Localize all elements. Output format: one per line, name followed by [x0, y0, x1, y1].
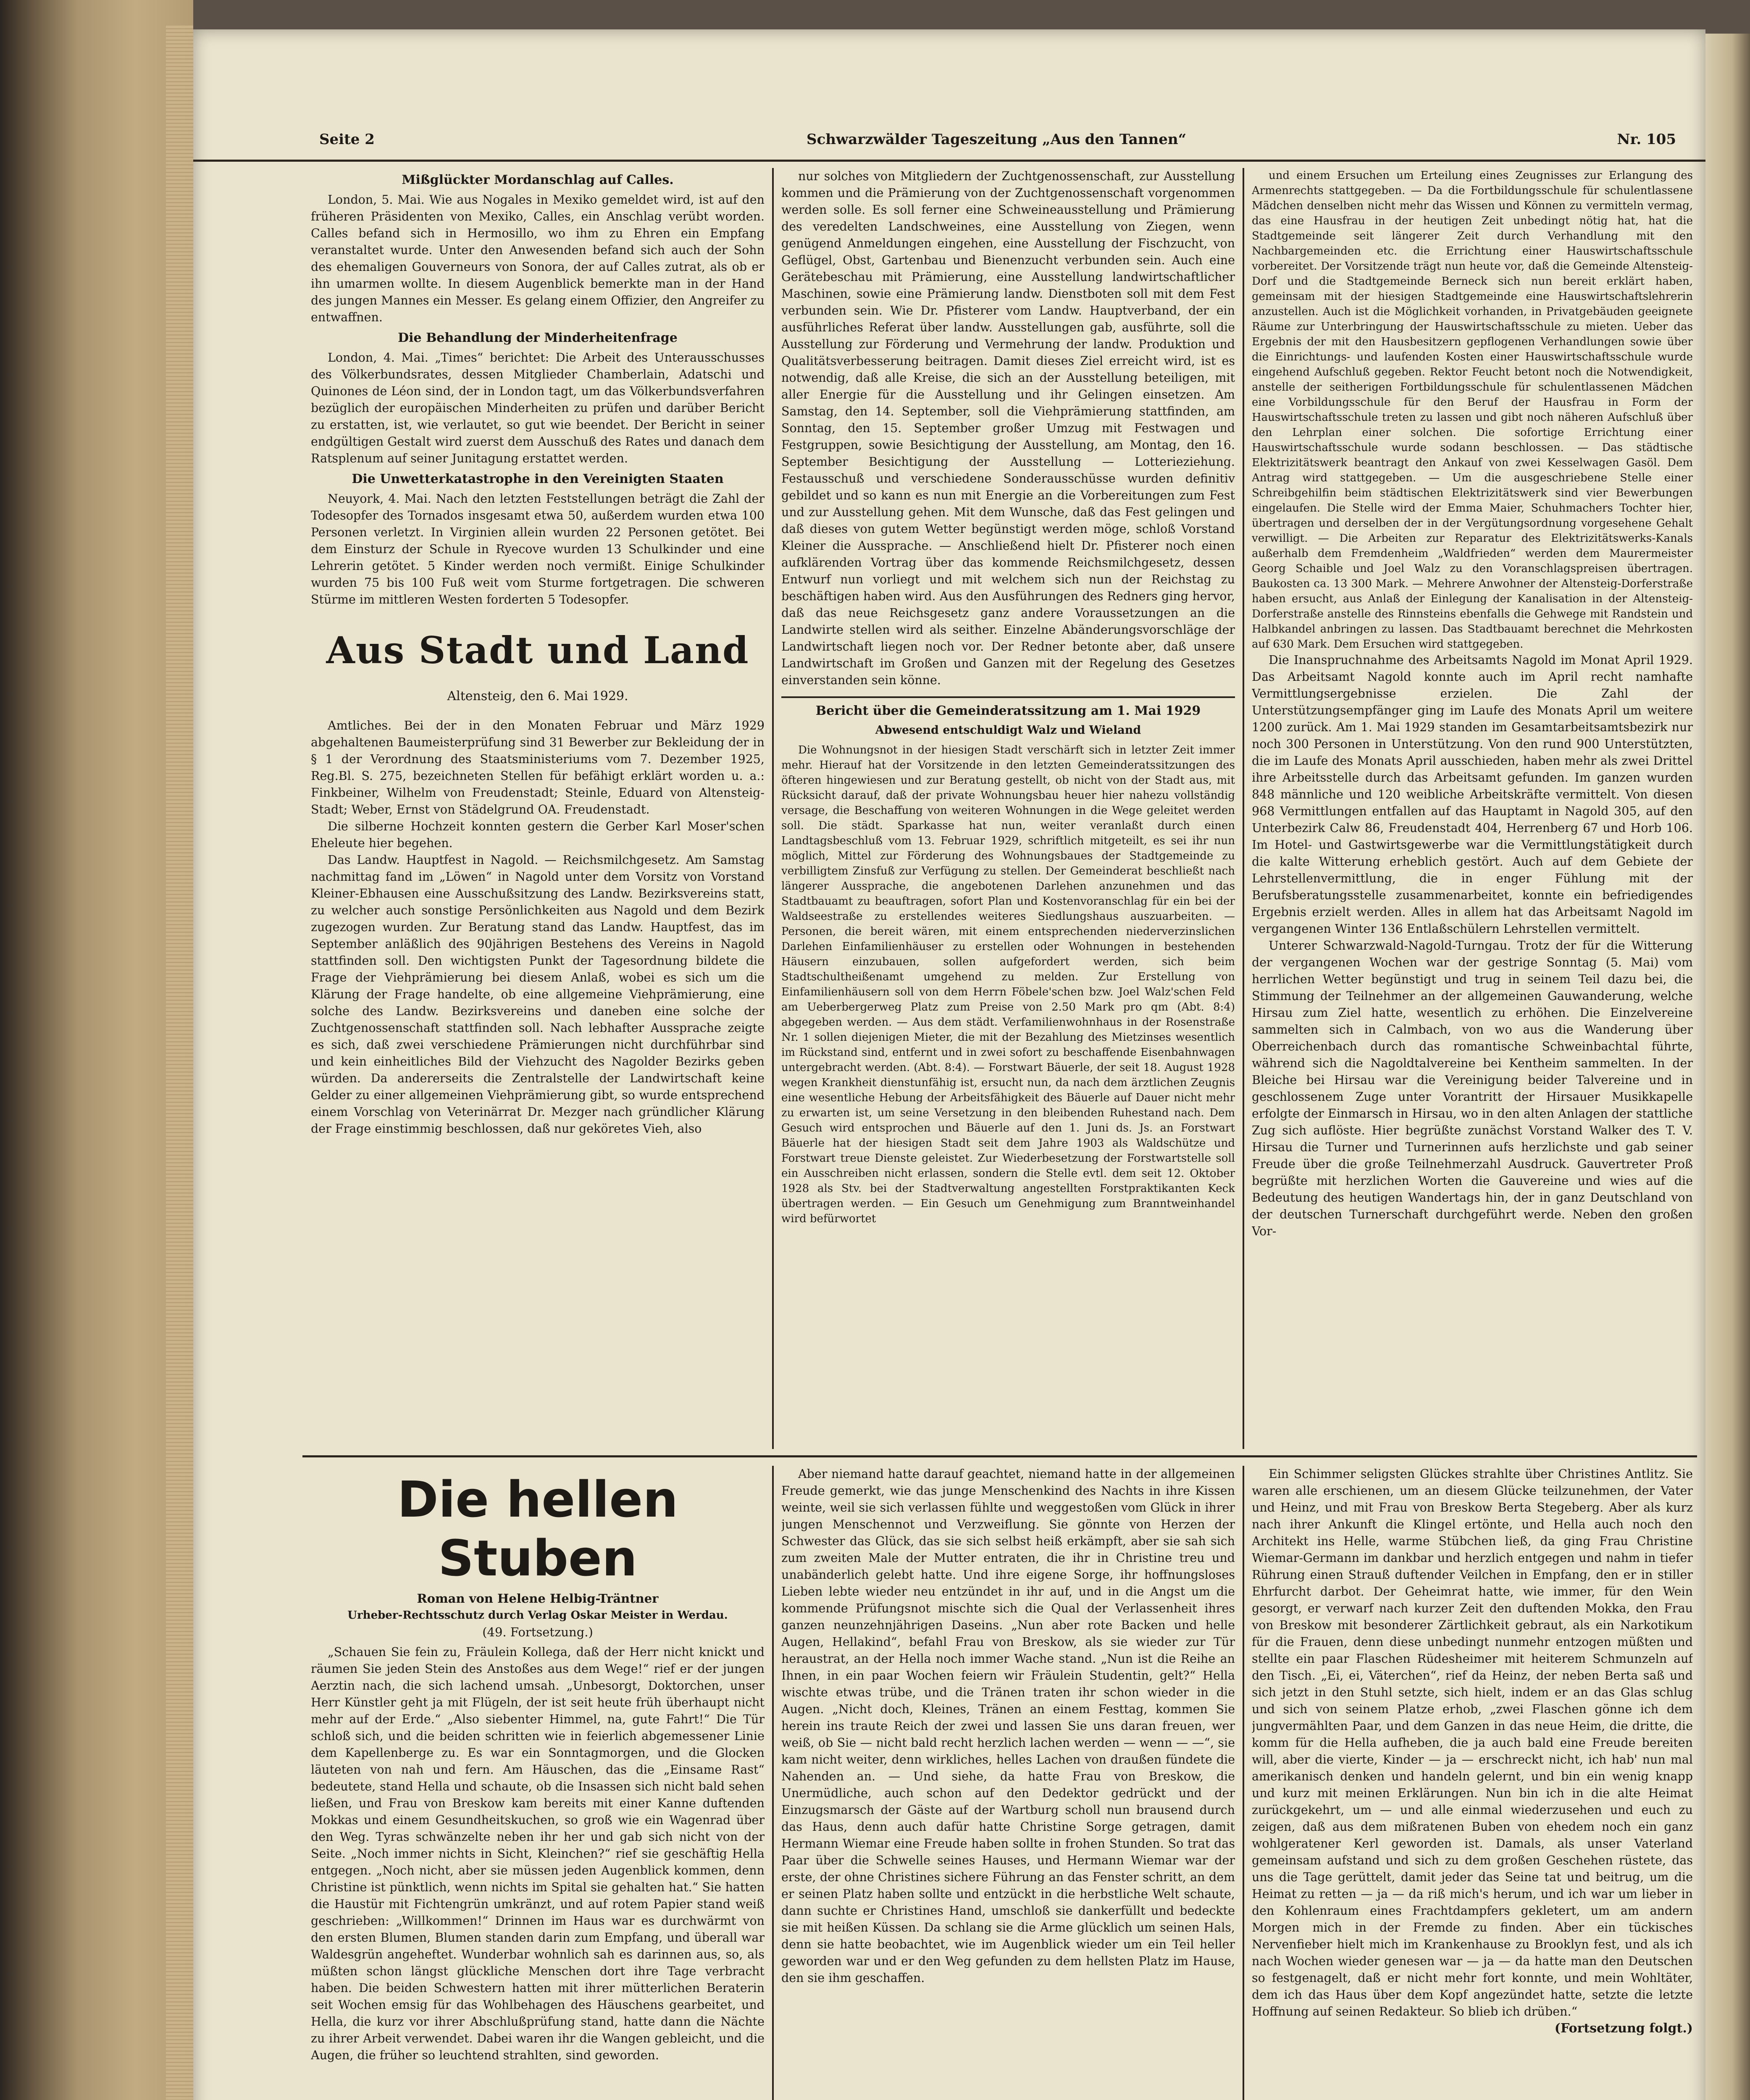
headline-storm: Die Unwetterkatastrophe in den Vereinigten Staaten [352, 472, 724, 486]
article-storm: Neuyork, 4. Mai. Nach den letzten Feststellungen beträgt die Zahl der Todesopfer des Tornados insgesamt etwa 50, außerdem wurden etwa 100 Personen verletzt. In Virginien allein wurden 22 Personen getötet. Bei dem Einsturz der Schule in Ryecove wurden 13 Schulkinder und eine Lehrerin getötet. 5 Kinder werden noch vermißt. Einige Schulkinder wurden 75 bis 100 Fuß weit vom Sturme fortgetragen. Die schweren Stürme im mittleren Westen forderten 5 Todesopfer. [311, 492, 765, 606]
novel-column-2 [781, 1466, 1235, 2100]
right-page-edge [1705, 34, 1750, 2100]
novel-title: Die hellen Stuben [397, 1470, 678, 1587]
column-rule [772, 168, 774, 1449]
column-rule [772, 1466, 774, 2100]
column-1 [311, 168, 765, 1449]
column-3 [1252, 168, 1693, 1449]
headline-council: Bericht über die Gemeinderatssitzung am 1. Mai 1929 [815, 704, 1201, 718]
column-rule [1243, 168, 1244, 1449]
article-employment: Die Inanspruchnahme des Arbeitsamts Nagold im Monat April 1929. Das Arbeitsamt Nagold konnte auch im April recht namhafte Vermittlungsergebnisse erzielen. Die Zahl der Unterstützungsempfänger ging im Laufe des Monats April um weitere 1200 zurück. Am 1. Mai 1929 standen im Gesamtarbeitsamtsbezirk nur noch 300 Personen in Unterstützung. Von den rund 900 Unterstützten, die im Laufe des Monats April ausschieden, haben mehr als zwei Drittel ihre Arbeitsstelle durch das Arbeitsamt gefunden. Im ganzen wurden 848 männliche und 120 weibliche Arbeitskräfte vermittelt. Von diesen 968 Vermittlungen entfallen auf das Hauptamt in Nagold 305, auf den Unterbezirk Calw 86, Freudenstadt 404, Herrenberg 67 und Horb 106. Im Hotel- und Gastwirtsgewerbe war die Vermittlungstätigkeit durch die kalte Witterung erheblich gestört. Auch auf dem Gebiete der Lehrstellenvermittlung, die in enger Fühlung mit der Berufsberatungsstelle zusammenarbeitet, konnte ein befriedigendes Ergebnis erzielt werden. Alles in allem hat das Arbeitsamt Nagold im vergangenen Winter 136 Entlaßschülern Lehrstellen vermittelt. [1252, 653, 1693, 936]
column-rule [1243, 1466, 1244, 2100]
novel-part: (49. Fortsetzung.) [482, 1625, 593, 1639]
page-number: Seite 2 [319, 131, 375, 148]
headline-minority: Die Behandlung der Minderheitenfrage [398, 331, 678, 345]
article-council: Die Wohnungsnot in der hiesigen Stadt verschärft sich in letzter Zeit immer mehr. Hierauf hat der Vorsitzende in den letzten Gemeinderatssitzungen des öfteren hingewiesen und zur Beratung gestellt, ob nicht von der Stadt aus, mit Rücksicht darauf, daß der private Wohnungsbau heuer hier nahezu vollständig versage, die Beschaffung von weiteren Wohnungen in die Wege geleitet werden soll. Die städt. Sparkasse hat nun, weiter veranlaßt durch einen Landtagsbeschluß vom 13. Februar 1929, schriftlich mitgeteilt, es sei ihr nun möglich, Mittel zur Förderung des Wohnungsbaues der Stadtgemeinde zu verbilligtem Zinsfuß zur Verfügung zu stellen. Der Gemeinderat beschließt nach längerer Aussprache, die angebotenen Darlehen anzunehmen und das Stadtbauamt zu beauftragen, sofort Plan und Kostenvoranschlag für ein bei der Waldseestraße zu erstellendes weiteres Siedlungshaus auszuarbeiten. — Personen, die bereit wären, mit einem entsprechenden niederverzinslichen Darlehen Einfamilienhäuser zu erstellen oder Wohnungen in bestehenden Häusern einzubauen, sollen aufgefordert werden, sich beim Stadtschultheißenamt umgehend zu melden. Zur Erstellung von Einfamilienhäusern soll von dem Herrn Föbele'schen bzw. Joel Walz'schen Feld am Ueberbergerweg Platz zum Preise von 2.50 Mark pro qm (Abt. 8:4) abgegeben werden. — Aus dem städt. Verfamilienwohnhaus in der Rosenstraße Nr. 1 sollen diejenigen Mieter, die mit der Bezahlung des Mietzinses wesentlich im Rückstand sind, entfernt und in zwei sofort zu beschaffende Eisenbahnwagen untergebracht werden. (Abt. 8:4). — Forstwart Bäuerle, der seit 18. August 1928 wegen Krankheit dienstunfähig ist, ersucht nun, da nach dem ärztlichen Zeugnis eine wesentliche Hebung der Arbeitsfähigkeit des Bäuerle auf Dauer nicht mehr zu erwarten ist, um seine Versetzung in den bleibenden Ruhestand nach. Dem Gesuch wird entsprochen und Bäuerle auf den 1. Juni ds. Js. an Forstwart Bäuerle hat der hiesigen Stadt seit dem Jahre 1903 als Waldschütze und Forstwart treue Dienste geleistet. Zur Wiederbesetzung der Forstwartstelle soll ein Ausschreiben nicht erlassen, sondern die Stelle evtl. dem seit 12. Oktober 1928 als Stv. bei der Stadtverwaltung angestellten Forstpraktikanten Keck übertragen werden. — Ein Gesuch um Genehmigung zum Branntweinhandel wird befürwortet [781, 744, 1235, 1225]
novel-column-3 [1252, 1466, 1693, 2100]
continuation-note: (Fortsetzung folgt.) [1554, 2021, 1693, 2036]
running-header [193, 126, 1705, 162]
book-spine [0, 0, 193, 2100]
section-rule [781, 696, 1235, 698]
novel-text-3: Ein Schimmer seligsten Glückes strahlte über Christines Antlitz. Sie waren alle erschienen, um an diesem Glücke teilzunehmen, der Vater und Heinz, und mit Frau von Breskow Berta Stegeberg. Aber als kurz nach ihrer Ankunft die Klingel ertönte, und Hella auch noch den Architekt ins Helle, warme Stübchen ließ, da ging Frau Christine Wiemar-Germann im dankbar und herzlich entgegen und nahm in tiefer Rührung einen Strauß duftender Veilchen in Empfang, den er in stiller Ehrfurcht darbot. Der Geheimrat hatte, wie immer, für den Wein gesorgt, er verwarf nach kurzer Zeit den duftenden Mokka, den Frau von Breskow mit besonderer Zärtlichkeit gebraut, als ein Narkotikum für die Frauen, denn diese unbedingt nunmehr entzogen müßten und stellte ein paar Flaschen Rüdesheimer mit heiterem Schmunzeln auf den Tisch. „Ei, ei, Väterchen“, rief da Heinz, der neben Berta saß und sich jetzt in den Stuhl setzte, sich hielt, indem er an das Glas schlug und sich von seinem Platze erhob, „zwei Flaschen gönne ich dem jungvermählten Paar, und dem Ganzen in das neue Heim, die dritte, die komm für die Hella aufheben, die ja auch bald eine Freude bereiten will, aber die vierte, Kinder — ja — erschreckt nicht, ich hab' nun mal amerikanisch denken und handeln gelernt, und bin ein wenig knapp und kurz mit meinen Erklärungen. Nun bin ich in die alte Heimat zurückgekehrt, um — und alle einmal wiederzusehen und euch zu zeigen, daß aus dem mißratenen Buben von ehedem noch ein ganz wohlgeratener Kerl geworden ist. Damals, als unser Vaterland gemeinsam aufstand und sich zu dem großen Geschehen rüstete, das uns die Tage gerüttelt, damit jeder das Seine tat und beitrug, um die Heimat zu retten — ja — da riß mich's herum, und ich war um lieber in den Kohlenraum eines Frachtdampfers gekletert, um am andern Morgen mich in der Fremde zu finden. Aber ein tückisches Nervenfieber hielt mich im Krankenhause zu Brooklyn fest, und als ich nach Wochen wieder genesen war — ja — da hatte man den Deutschen so festgenagelt, daß er nicht mehr fort konnte, und mein Wohltäter, dem ich das Haus über dem Kopf angezündet hatte, setzte die letzte Hoffnung auf seinen Redakteur. So blieb ich drüben.“ [1252, 1467, 1693, 2019]
article-minority: London, 4. Mai. „Times“ berichtet: Die Arbeit des Unterausschusses des Völkerbundsrates, dessen Mitglieder Chamberlain, Adatschi und Quinones de Léon sind, der in London tagt, um das Völkerbundsverfahren bezüglich der europäischen Minderheiten zu prüfen und darüber Bericht zu erstatten, ist, wie verlautet, so gut wie beendet. Der Bericht in seiner endgültigen Gestalt wird zuerst dem Ausschuß des Rates und danach dem Ratsplenum auf seiner Junitagung erstattet werden. [311, 351, 765, 465]
article-council-cont: und einem Ersuchen um Erteilung eines Zeugnisses zur Erlangung des Armenrechts stattgegeben. — Da die Fortbildungsschule für schulentlassene Mädchen denselben nicht mehr das Wissen und Können zu vermitteln vermag, das eine Hausfrau in der heutigen Zeit unbedingt nötig hat, hat die Stadtgemeinde seit längerer Zeit durch Verhandlung mit den Nachbargemeinden etc. die Errichtung einer Hauswirtschaftsschule vorbereitet. Der Vorsitzende trägt nun heute vor, daß die Gemeinde Altensteig-Dorf und die Stadtgemeinde Berneck sich nun bereit erklärt haben, gemeinsam mit der hiesigen Stadtgemeinde eine Hauswirtschaftslehrerin anzustellen. Auch ist die Möglichkeit vorhanden, in Privatgebäuden geeignete Räume zur Unterbringung der Hauswirtschaftsschule zu mieten. Ueber das Ergebnis der mit den Hausbesitzern gepflogenen Verhandlungen sowie über die Einrichtungs- und laufenden Kosten einer Hauswirtschaftsschule wurde eingehend Aufschluß gegeben. Rektor Feucht betont noch die Notwendigkeit, anstelle der seitherigen Fortbildungsschule für schulentlassenen Mädchen eine Vorbildungsschule für den Beruf der Hausfrau in Form der Hauswirtschaftsschule treten zu lassen und gibt noch näheren Aufschluß über den Lehrplan einer solchen. Die sofortige Errichtung einer Hauswirtschaftsschule wurde sodann beschlossen. — Das städtische Elektrizitätswerk beantragt den Ankauf von zwei Kesselwagen Gasöl. Dem Antrag wird stattgegeben. — Um die ausgeschriebene Stelle einer Schreibgehilfin beim städtischen Elektrizitätswerk sind vier Bewerbungen eingelaufen. Die Stelle wird der Emma Maier, Schuhmachers Tochter hier, übertragen und derselben der in der Vergütungsordnung vorgesehene Gehalt verwilligt. — Die Arbeiten zur Reparatur des Elektrizitätswerks-Kanals außerhalb dem Fremdenheim „Waldfrieden“ werden dem Maurermeister Georg Schaible und Joel Walz zu den Voranschlagspreisen übertragen. Baukosten ca. 13 300 Mark. — Mehrere Anwohner der Altensteig-Dorferstraße haben ersucht, aus Anlaß der Einlegung der Kanalisation in der Altensteig-Dorferstraße anstelle des Rinnsteins ebenfalls die Gehwege mit Randstein und Halbkandel anbringen zu lassen. Das Stadtbauamt berechnet die Mehrkosten auf 630 Mark. Dem Ersuchen wird stattgegeben. [1252, 169, 1693, 651]
column-2 [781, 168, 1235, 1449]
novel-divider [302, 1455, 1697, 1457]
article-official: Amtliches. Bei der in den Monaten Februar und März 1929 abgehaltenen Baumeisterprüfung sind 31 Bewerber zur Bekleidung der in § 1 der Verordnung des Staatsministeriums vom 7. Dezember 1925, Reg.Bl. S. 275, bezeichneten Stellen für befähigt erklärt worden u. a.: Finkbeiner, Wilhelm von Freudenstadt; Steinle, Eduard von Altensteig-Stadt; Weber, Ernst von Städelgrund OA. Freudenstadt. [311, 719, 765, 816]
section-title: Aus Stadt und Land [326, 628, 749, 672]
novel-text-2: Aber niemand hatte darauf geachtet, niemand hatte in der allgemeinen Freude gemerkt, wie das junge Menschenkind des Nachts in ihre Kissen weinte, weil sie sich verlassen fühlte und weggestoßen vom Glück in ihrer jungen Menschennot und Verzweiflung. Sie gönnte von Herzen der Schwester das Glück, das sie sich selbst heiß erkämpft, aber sie sah sich zum zweiten Male der Mutter entraten, die ihr in Christine treu und unabänderlich gelebt hatte. Und ihre eigene Sorge, ihr hoffnungsloses Lieben lebte wieder neu entzündet in ihr auf, und in die Angst um die kommende Prüfungsnot mischte sich die Qual der Verlassenheit ihres ganzen neunzehnjährigen Daseins. „Nun aber rote Backen und helle Augen, Hellakind“, befahl Frau von Breskow, als sie wieder zur Tür heraustrat, an der Hella noch immer Wache stand. „Nun ist die Reihe an Ihnen, in ein paar Wochen feiern wir Fräulein Studentin, gelt?“ Hella wischte etwas trübe, und die Tränen traten ihr schon wieder in die Augen. „Nicht doch, Kleines, Tränen an einem Festtag, kommen Sie herein ins traute Reich der zwei und lassen Sie uns daran freuen, wer weiß, ob Sie — nicht bald recht herzlich lachen werden — wenn — —“, sie kam nicht weiter, denn wirkliches, helles Lachen von draußen fündete die Nahenden an. — Und siehe, da hatte Frau von Breskow, die Unermüdliche, auch schon auf den Dedektor gedrückt und der Einzugsmarsch der Gäste auf der Wartburg scholl nun brausend durch das Haus, denn auch dafür hatte Christine Sorge getragen, damit Hermann Wiemar eine Freude haben sollte in frohen Stunden. So trat das Paar über die Schwelle seines Hauses, und Hermann Wiemar war der erste, der ohne Christines sichere Führung an das Fenster schritt, an dem er seinen Platz haben sollte und entzückt in die herbstliche Welt schaute, dann suchte er Christines Hand, umschloß sie dankerfüllt und bedeckte sie mit heißen Küssen. Da schlang sie die Arme glücklich um seinen Hals, denn sie hatte beobachtet, wie im Augenblick wieder um ein Teil heller geworden war und er den Weg gefunden zu dem hellsten Platz im Hause, den sie ihm geschaffen. [781, 1467, 1235, 1985]
council-absent: Abwesend entschuldigt Walz und Wieland [875, 724, 1141, 737]
article-festival: Das Landw. Hauptfest in Nagold. — Reichsmilchgesetz. Am Samstag nachmittag fand im „Löwen“ in Nagold unter dem Vorsitz von Vorstand Kleiner-Ebhausen eine Ausschußsitzung des Landw. Bezirksvereins statt, zu welcher auch sonstige Persönlichkeiten aus Nagold und dem Bezirk zugezogen wurden. Zur Beratung stand das Landw. Hauptfest, das im September anläßlich des 90jährigen Bestehens des Vereins in Nagold stattfinden soll. Den wichtigsten Punkt der Tagesordnung bildete die Frage der Viehprämierung bei diesem Anlaß, wobei es sich um die Klärung der Frage handelte, ob eine allgemeine Viehprämierung, eine solche des Landw. Bezirksvereins und daneben eine solche der Zuchtgenossenschaft stattfinden soll. Nach lebhafter Aussprache zeigte es sich, daß zwei verschiedene Prämierungen nicht durchführbar sind und kein einheitliches Bild der Viehzucht des Nagolder Bezirks geben würden. Da andererseits die Zentralstelle der Landwirtschaft keine Gelder zu einer allgemeinen Viehprämierung gibt, so wurde entsprechend einem Vorschlag von Veterinärrat Dr. Mezger nach gründlicher Klärung der Frage einstimmig beschlossen, daß nur geköretes Vieh, also [311, 853, 765, 1136]
novel-author: Roman von Helene Helbig-Träntner [417, 1591, 659, 1606]
issue-number: Nr. 105 [1617, 131, 1676, 148]
article-calles: London, 5. Mai. Wie aus Nogales in Mexiko gemeldet wird, ist auf den früheren Präsidenten von Mexiko, Calles, ein Anschlag verübt worden. Calles befand sich in Hermosillo, wo ihm zu Ehren ein Empfang veranstaltet wurde. Unter den Anwesenden befand sich auch der Sohn des ehemaligen Gouverneurs von Sonora, der auf Calles zutrat, als ob er ihn umarmen wollte. In diesem Augenblick bemerkte man in der Hand des jungen Mannes ein Messer. Es gelang einem Offizier, den Angreifer zu entwaffnen. [311, 193, 765, 324]
novel-text-1: „Schauen Sie fein zu, Fräulein Kollega, daß der Herr nicht knickt und räumen Sie jeden Stein des Anstoßes aus dem Wege!“ rief er der jungen Aerztin nach, die sich lachend umsah. „Unbesorgt, Doktorchen, unser Herr Künstler geht ja mit Flügeln, der ist seit heute früh überhaupt nicht mehr auf der Erde.“ „Also siebenter Himmel, na, gute Fahrt!“ Die Tür schloß sich, und die beiden schritten wie in feierlich abgemessener Linie dem Kapellenberge zu. Es war ein Sonntagmorgen, und die Glocken läuteten von nah und fern. Am Häuschen, das die „Einsame Rast“ bedeutete, stand Hella und schaute, ob die Insassen sich nicht bald sehen ließen, und Frau von Breskow kam bereits mit einer Kanne duftenden Mokkas und einem Gesundheitskuchen, so groß wie ein Wagenrad über den Weg. Tyras schwänzelte neben ihr her und gab sich nicht von der Seite. „Noch immer nichts in Sicht, Kleinchen?“ rief sie geschäftig Hella entgegen. „Noch nicht, aber sie müssen jeden Augenblick kommen, denn Christine ist pünktlich, wenn nichts im Spital sie gehalten hat.“ Sie hatten die Haustür mit Fichtengrün umkränzt, und auf rotem Papier stand weiß geschrieben: „Willkommen!“ Drinnen im Haus war es durchwärmt von den ersten Blumen, Blumen standen darin zum Empfang, und überall war Waldesgrün angeheftet. Wunderbar wohnlich sah es darinnen aus, so, als müßten schon längst glückliche Menschen dort ihre Tage verbracht haben. Die beiden Schwestern hatten mit ihrer mütterlichen Beraterin seit Wochen emsig für das Wohlbehagen des Häuschens gearbeitet, und Hella, die kurz vor ihrer Abschlußprüfung stand, hatte dann die Nächte zu ihrer Arbeit verwendet. Dabei waren ihr die Wangen gebleicht, und die Augen, die früher so leuchtend strahlten, sind geworden. [311, 1645, 765, 2062]
dateline: Altensteig, den 6. Mai 1929. [447, 689, 628, 704]
newspaper-page [193, 29, 1705, 2100]
article-festival-cont: nur solches von Mitgliedern der Zuchtgenossenschaft, zur Ausstellung kommen und die Prämierung von der Zuchtgenossenschaft vorgenommen werden solle. Es soll ferner eine Schweineausstellung und Prämierung des veredelten Landschweines, eine Ausstellung von Ziegen, wenn genügend Anmeldungen eingehen, eine Ausstellung der Fischzucht, von Geflügel, Obst, Gartenbau und Bienenzucht verbunden sein. Auch eine Gerätebeschau mit Prämierung, eine Ausstellung landwirtschaftlicher Maschinen, sowie eine Prämierung landw. Dienstboten soll mit dem Fest verbunden sein. Wie Dr. Pfisterer vom Landw. Hauptverband, der ein ausführliches Referat über landw. Ausstellungen gab, ausführte, soll die Ausstellung zur Förderung und Vermehrung der landw. Produktion und Qualitätsverbesserung beitragen. Damit dieses Ziel erreicht wird, ist es notwendig, daß alle Kreise, die sich an der Ausstellung beteiligen, mit aller Energie für die Ausstellung und ihr Gelingen einsetzen. Am Samstag, den 14. September, soll die Viehprämierung stattfinden, am Sonntag, den 15. September großer Umzug mit Festwagen und Festgruppen, sowie Besichtigung der Ausstellung, am Montag, den 16. September Besichtigung der Ausstellung — Lotterieziehung. Festausschuß und verschiedene Sonderausschüsse wurden definitiv gebildet und so kann es nun mit Energie an die Vorbereitungen zum Fest und zur Ausstellung gehen. Mit dem Wunsche, daß das Fest gelingen und daß dieses von gutem Wetter begünstigt werden möge, schloß Vorstand Kleiner die Aussprache. — Anschließend hielt Dr. Pfisterer noch einen aufklärenden Vortrag über das kommende Reichsmilchgesetz, dessen Entwurf nun vorliegt und mit welchem sich nun der Reichstag zu beschäftigen haben wird. Aus den Ausführungen des Redners ging hervor, daß das neue Reichsgesetz ganz andere Voraussetzungen an die Landwirte stellen wird als seither. Einzelne Abänderungsvorschläge der Landwirtschaft liegen noch vor. Der Redner betonte aber, daß unsere Landwirtschaft im Großen und Ganzen mit der Regelung des Gesetzes einverstanden sein könne. [781, 169, 1235, 687]
novel-rights: Urheber-Rechtsschutz durch Verlag Oskar Meister in Werdau. [347, 1609, 728, 1622]
novel-column-1 [311, 1466, 765, 2100]
article-turngau: Unterer Schwarzwald-Nagold-Turngau. Trotz der für die Witterung der vergangenen Wochen war der gestrige Sonntag (5. Mai) vom herrlichen Wetter begünstigt und trug in seinem Teil dazu bei, die Stimmung der Teilnehmer an der allgemeinen Gauwanderung, welche Hirsau zum Ziel hatte, wesentlich zu erhöhen. Die Einzelvereine sammelten sich in Calmbach, von wo aus die Wanderung über Oberreichenbach durch das romantische Schweinbachtal führte, während sich die Nagoldtalvereine bei Kentheim sammelten. In der Bleiche bei Hirsau war die Vereinigung beider Talvereine und in geschlossenem Zuge unter Vorantritt der Hirsauer Musikkapelle erfolgte der Einmarsch in Hirsau, wo in den alten Anlagen der stattliche Zug sich auflöste. Hier begrüßte zunächst Vorstand Walker des T. V. Hirsau die Turner und Turnerinnen aufs herzlichste und gab seiner Freude über die große Teilnehmerzahl Ausdruck. Gauvertreter Proß begrüßte mit herzlichen Worten die Gauvereine und wies auf die Bedeutung des heutigen Wandertags hin, der in ganz Deutschland von der deutschen Turnerschaft durchgeführt werde. Neben den großen Vor- [1252, 939, 1693, 1238]
article-wedding: Die silberne Hochzeit konnten gestern die Gerber Karl Moser'schen Eheleute hier begehen. [311, 819, 765, 850]
page-edges [166, 25, 193, 2100]
headline-calles: Mißglückter Mordanschlag auf Calles. [402, 173, 674, 187]
newspaper-name: Schwarzwälder Tageszeitung „Aus den Tannen“ [807, 131, 1187, 148]
